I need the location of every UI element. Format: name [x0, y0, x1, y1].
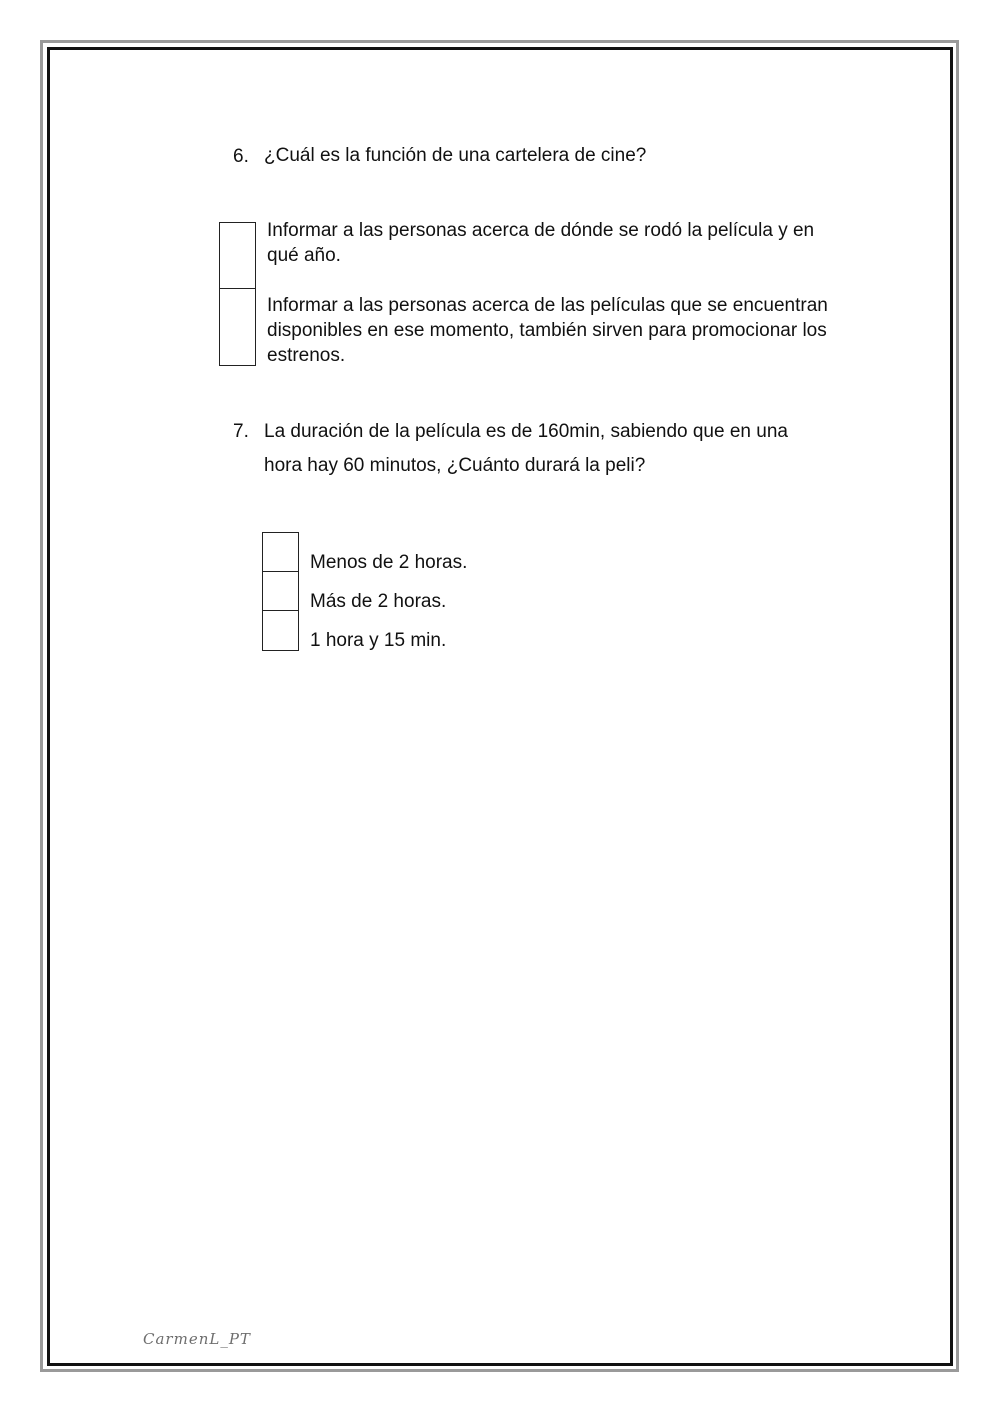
question-7-number: 7. — [233, 421, 249, 442]
question-6-option-1-line-2: qué año. — [267, 245, 341, 266]
question-6-option-2-line-3: estrenos. — [267, 345, 346, 366]
question-6-option-1-line-1: Informar a las personas acerca de dónde se rodó la película y en — [267, 220, 815, 241]
question-7-option-3-checkbox[interactable] — [262, 610, 299, 651]
page-border-inner — [47, 47, 953, 1366]
question-7-option-1-checkbox[interactable] — [262, 532, 299, 572]
question-6-option-2-checkbox[interactable] — [219, 288, 256, 366]
question-6-option-2-line-2: disponibles en ese momento, también sirven para promocionar los — [267, 320, 827, 341]
question-6-text: ¿Cuál es la función de una cartelera de cine? — [264, 145, 647, 166]
question-6-option-2-line-1: Informar a las personas acerca de las películas que se encuentran — [267, 295, 828, 316]
question-6-number: 6. — [233, 146, 249, 167]
question-7-option-3-label: 1 hora y 15 min. — [310, 630, 447, 651]
question-7-option-2-checkbox[interactable] — [262, 571, 299, 611]
question-7-option-2-label: Más de 2 horas. — [310, 591, 447, 612]
question-7-text-line-1: La duración de la película es de 160min, sabiendo que en una — [264, 421, 788, 442]
question-7-text-line-2: hora hay 60 minutos, ¿Cuánto durará la peli? — [264, 455, 646, 476]
question-7-option-1-label: Menos de 2 horas. — [310, 552, 468, 573]
author-signature: CarmenL_PT — [143, 1330, 251, 1348]
question-6-option-1-checkbox[interactable] — [219, 222, 256, 289]
